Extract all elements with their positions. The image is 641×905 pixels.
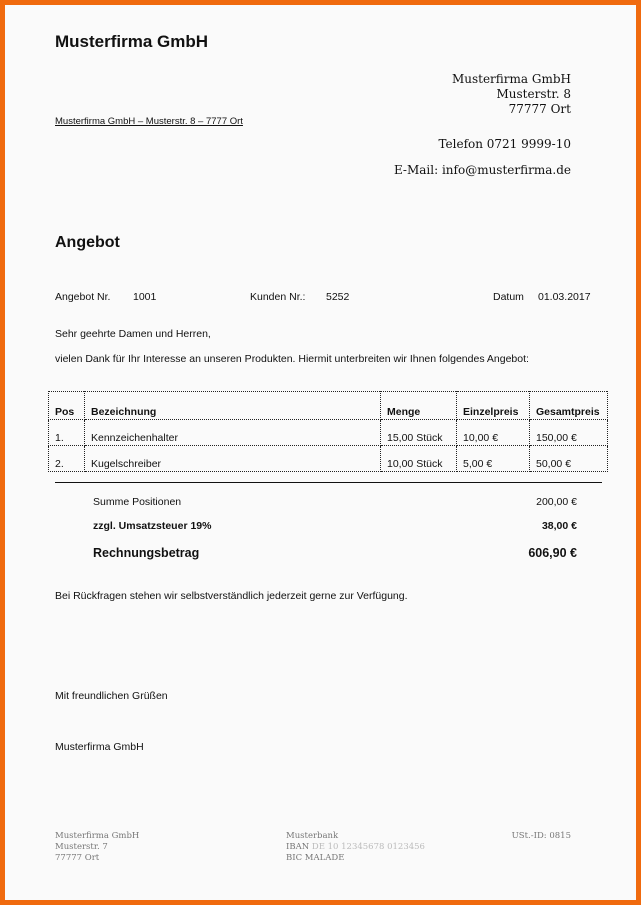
subtotal-value: 200,00 € [536, 496, 577, 508]
tax-value: 38,00 € [541, 520, 577, 532]
grand-total-label: Rechnungsbetrag [93, 546, 200, 560]
offer-number-label: Angebot Nr. [55, 291, 111, 303]
customer-number: 5252 [326, 291, 350, 303]
company-title: Musterfirma GmbH [55, 32, 209, 51]
table-row [49, 446, 608, 472]
cell-unit-price: 5,00 € [457, 446, 530, 472]
sender-city: 77777 Ort [508, 102, 571, 116]
regards: Mit freundlichen Grüßen [55, 690, 168, 702]
tax-label: zzgl. Umsatzsteuer 19% [93, 520, 212, 532]
offer-number: 1001 [133, 291, 157, 303]
footer-bic: BIC MALADE [286, 853, 345, 863]
salutation: Sehr geehrte Damen und Herren, [55, 328, 211, 340]
cell-pos: 1. [49, 420, 85, 446]
return-address-line: Musterfirma GmbH – Musterstr. 8 – 7777 Ort [55, 116, 243, 127]
date-label: Datum [493, 291, 524, 303]
table-header-row [49, 392, 608, 420]
footer-bank-name: Musterbank [286, 831, 339, 841]
grand-total-value: 606,90 € [528, 546, 577, 560]
column-header-description: Bezeichnung [85, 392, 381, 420]
customer-number-label: Kunden Nr.: [250, 291, 306, 303]
cell-quantity: 15,00 Stück [381, 420, 457, 446]
cell-total-price: 150,00 € [530, 420, 608, 446]
cell-total-price: 50,00 € [530, 446, 608, 472]
sender-street: Musterstr. 8 [496, 87, 571, 101]
column-header-pos: Pos [49, 392, 85, 420]
items-table [48, 391, 608, 472]
closing-note: Bei Rückfragen stehen wir selbstverständlich jederzeit gerne zur Verfügung. [55, 590, 408, 602]
column-header-total-price: Gesamtpreis [530, 392, 608, 420]
footer-iban [286, 842, 425, 853]
footer-iban-value: DE 10 12345678 0123456 [311, 842, 425, 852]
footer-company [55, 831, 139, 864]
footer-bank [286, 831, 425, 864]
sender-phone: Telefon 0721 9999-10 [438, 137, 571, 151]
footer-vat-id: USt.-ID: 0815 [511, 831, 571, 841]
footer-company-city: 77777 Ort [55, 853, 100, 863]
cell-pos: 2. [49, 446, 85, 472]
column-header-unit-price: Einzelpreis [457, 392, 530, 420]
cell-description: Kugelschreiber [85, 446, 381, 472]
signature: Musterfirma GmbH [55, 741, 144, 753]
sender-email: E-Mail: info@musterfirma.de [393, 163, 571, 177]
cell-unit-price: 10,00 € [457, 420, 530, 446]
cell-quantity: 10,00 Stück [381, 446, 457, 472]
document-title: Angebot [55, 234, 120, 251]
footer-company-name: Musterfirma GmbH [55, 831, 140, 841]
totals-divider [55, 482, 602, 483]
footer-company-street: Musterstr. 7 [55, 842, 108, 852]
footer-iban-label: IBAN [286, 842, 310, 852]
cell-description: Kennzeichenhalter [85, 420, 381, 446]
date-value: 01.03.2017 [538, 291, 591, 303]
document-page [5, 5, 636, 900]
column-header-quantity: Menge [381, 392, 457, 420]
sender-name: Musterfirma GmbH [451, 72, 571, 86]
table-row [49, 420, 608, 446]
subtotal-label: Summe Positionen [93, 496, 182, 508]
intro-text: vielen Dank für Ihr Interesse an unseren Produkten. Hiermit unterbreiten wir Ihnen folgendes Angebot: [55, 353, 529, 365]
sender-address [452, 72, 571, 117]
